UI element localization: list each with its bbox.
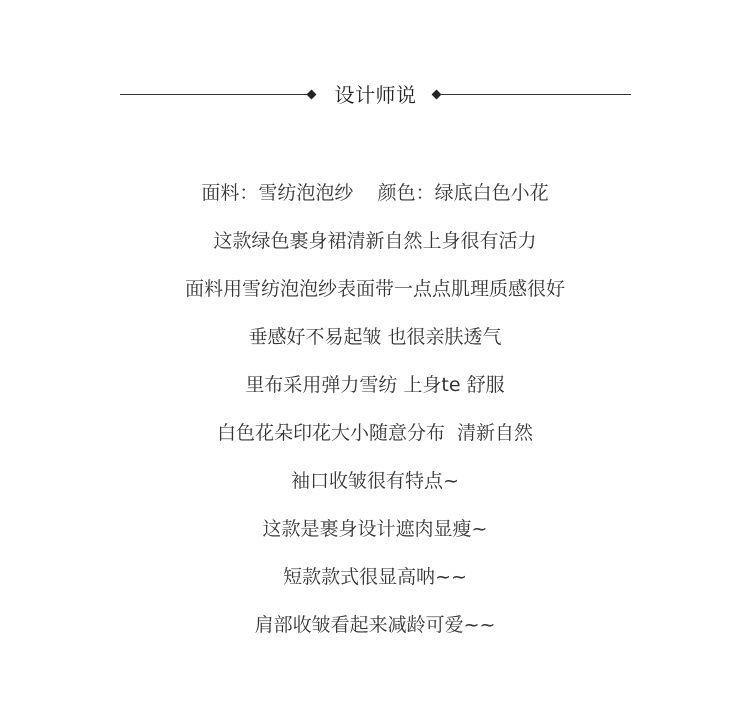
note-line: 短款款式很显高呐~~	[283, 566, 467, 588]
note-line: 袖口收皱很有特点~	[291, 470, 459, 492]
divider-line-left	[120, 94, 310, 95]
designer-notes	[0, 178, 750, 658]
note-line: 这款绿色裹身裙清新自然上身很有活力	[213, 230, 537, 252]
section-title: 设计师说	[334, 83, 417, 107]
note-line: 里布采用弹力雪纺 上身te 舒服	[245, 374, 505, 396]
section-header	[120, 80, 631, 110]
divider-line-right	[440, 94, 631, 95]
note-line: 面料：雪纺泡泡纱 颜色：绿底白色小花	[201, 182, 549, 204]
note-line: 这款是裹身设计遮肉显瘦~	[262, 518, 488, 540]
note-line: 面料用雪纺泡泡纱表面带一点点肌理质感很好	[184, 278, 565, 300]
note-line: 白色花朵印花大小随意分布 清新自然	[216, 422, 534, 444]
diamond-icon	[307, 90, 317, 100]
note-line: 肩部收皱看起来减龄可爱~~	[254, 614, 496, 636]
note-line: 垂感好不易起皱 也很亲肤透气	[248, 326, 502, 348]
